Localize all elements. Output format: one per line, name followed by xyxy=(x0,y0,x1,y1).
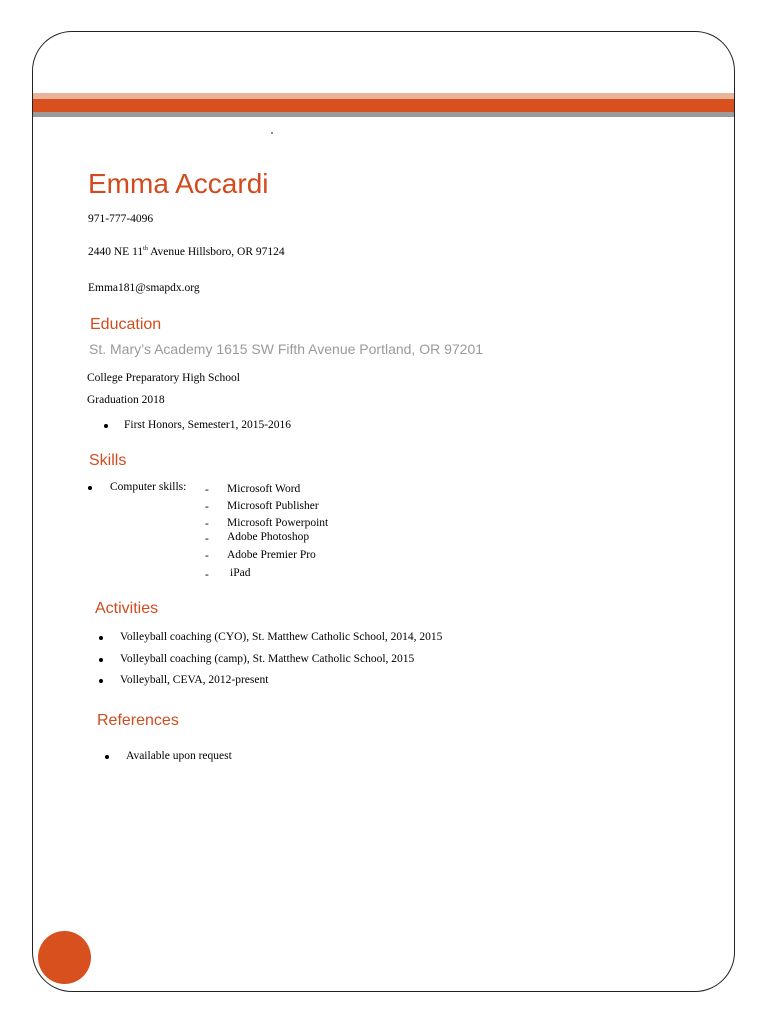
honors-item: First Honors, Semester1, 2015-2016 xyxy=(124,419,292,431)
school-name: St. Mary’s Academy 1615 SW Fifth Avenue Portland, OR 97201 xyxy=(89,341,484,357)
education-heading: Education xyxy=(90,316,162,333)
skills-heading: Skills xyxy=(89,452,127,469)
bullet-icon xyxy=(105,755,109,759)
bullet-icon xyxy=(99,679,103,683)
bullet-icon xyxy=(99,636,103,640)
dash-marker: - xyxy=(205,501,209,513)
bullet-icon xyxy=(104,424,108,428)
email: Emma181@smapdx.org xyxy=(88,282,200,294)
bullet-icon xyxy=(88,486,92,490)
skill-item: Adobe Premier Pro xyxy=(227,549,316,561)
skill-item: Adobe Photoshop xyxy=(227,531,310,543)
program-name: College Preparatory High School xyxy=(87,372,240,384)
activity-item: Volleyball coaching (CYO), St. Matthew Catholic School, 2014, 2015 xyxy=(120,631,443,643)
activity-item: Volleyball, CEVA, 2012-present xyxy=(120,674,269,686)
skill-item: Microsoft Publisher xyxy=(227,500,319,512)
dash-marker: - xyxy=(205,484,209,496)
graduation-year: Graduation 2018 xyxy=(87,394,165,406)
bullet-icon xyxy=(99,658,103,662)
reference-item: Available upon request xyxy=(126,750,232,762)
address xyxy=(88,246,285,258)
references-heading: References xyxy=(97,712,179,729)
decorative-circle xyxy=(38,931,91,984)
address-prefix: 2440 NE 11 xyxy=(88,246,144,258)
header-band-accent xyxy=(33,99,734,112)
phone-number: 971-777-4096 xyxy=(88,213,154,225)
skill-item: Microsoft Powerpoint xyxy=(227,517,329,529)
header-band-gray xyxy=(33,112,734,117)
stray-dot xyxy=(271,132,273,134)
address-suffix: Avenue Hillsboro, OR 97124 xyxy=(147,246,285,258)
skill-item: Microsoft Word xyxy=(227,483,301,495)
dash-marker: - xyxy=(205,518,209,530)
resume-name: Emma Accardi xyxy=(88,168,269,199)
skill-item: iPad xyxy=(230,567,251,579)
dash-marker: - xyxy=(205,569,209,581)
dash-marker: - xyxy=(205,533,209,545)
activities-heading: Activities xyxy=(95,600,159,617)
address-ordinal: th xyxy=(143,246,148,253)
computer-skills-label: Computer skills: xyxy=(110,481,187,493)
dash-marker: - xyxy=(205,550,209,562)
activity-item: Volleyball coaching (camp), St. Matthew Catholic School, 2015 xyxy=(120,653,415,665)
